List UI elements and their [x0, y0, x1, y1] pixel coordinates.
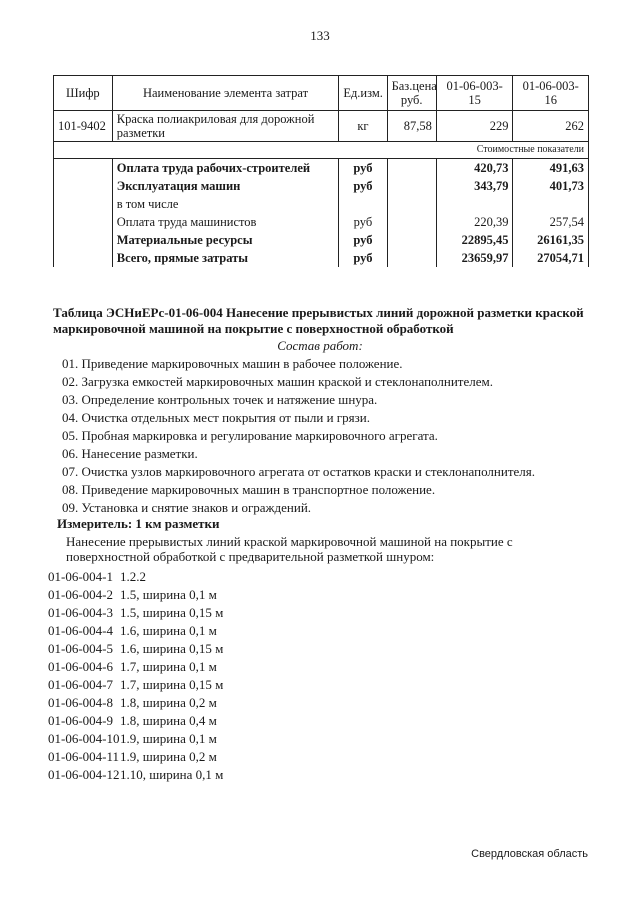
- summary-v1: 22895,45: [436, 231, 513, 249]
- summary-row: [54, 195, 589, 213]
- code-item: [48, 658, 223, 676]
- summary-v2: 401,73: [513, 177, 589, 195]
- item-name: Краска полиакриловая для дорожной разметки: [112, 111, 339, 142]
- code-item: [48, 676, 223, 694]
- work-heading: Состав работ:: [277, 338, 363, 353]
- cost-caption-row: [54, 142, 589, 159]
- code-number: 01-06-004-7: [48, 677, 113, 692]
- header-unit: Ед.изм.: [339, 76, 387, 111]
- code-item: [48, 748, 223, 766]
- header-name: Наименование элемента затрат: [112, 76, 339, 111]
- summary-row: [54, 159, 589, 178]
- code-number: 01-06-004-11: [48, 749, 120, 764]
- summary-row: [54, 249, 589, 267]
- code-item: [48, 604, 223, 622]
- header-code: Шифр: [54, 76, 113, 111]
- summary-v2: [513, 195, 589, 213]
- work-step: 03. Определение контрольных точек и натяжение шнура.: [62, 392, 378, 407]
- item-unit: кг: [339, 111, 387, 142]
- item-price: 87,58: [387, 111, 436, 142]
- header-col1: 01-06-003-15: [436, 76, 513, 111]
- summary-name: Материальные ресурсы: [112, 231, 339, 249]
- summary-price-cell: [387, 195, 436, 213]
- item-v2: 262: [513, 111, 589, 142]
- summary-v1: 420,73: [436, 159, 513, 178]
- summary-unit: [339, 195, 387, 213]
- cost-table: [53, 75, 589, 267]
- summary-v1: [436, 195, 513, 213]
- code-text: 1.5, ширина 0,1 м: [120, 587, 217, 602]
- header-price: Баз.цена руб.: [387, 76, 436, 111]
- cost-caption: Стоимостные показатели: [54, 142, 589, 159]
- code-text: 1.8, ширина 0,4 м: [120, 713, 217, 728]
- summary-v1: 343,79: [436, 177, 513, 195]
- summary-name: Всего, прямые затраты: [112, 249, 339, 267]
- summary-code-cell: [54, 159, 113, 178]
- code-text: 1.10, ширина 0,1 м: [120, 767, 224, 782]
- code-number: 01-06-004-1: [48, 569, 113, 584]
- summary-price-cell: [387, 249, 436, 267]
- item-code: 101-9402: [54, 111, 113, 142]
- work-steps-list: [62, 355, 535, 517]
- summary-v2: 257,54: [513, 213, 589, 231]
- summary-code-cell: [54, 213, 113, 231]
- work-step: 05. Пробная маркировка и регулирование маркировочного агрегата.: [62, 428, 438, 443]
- code-text: 1.7, ширина 0,1 м: [120, 659, 217, 674]
- summary-name: Эксплуатация машин: [112, 177, 339, 195]
- summary-code-cell: [54, 195, 113, 213]
- code-number: 01-06-004-2: [48, 587, 113, 602]
- code-item: [48, 694, 223, 712]
- summary-row: [54, 177, 589, 195]
- summary-v2: 491,63: [513, 159, 589, 178]
- summary-price-cell: [387, 231, 436, 249]
- code-text: 1.7, ширина 0,15 м: [120, 677, 224, 692]
- work-step: 06. Нанесение разметки.: [62, 446, 198, 461]
- code-number: 01-06-004-8: [48, 695, 113, 710]
- summary-row: [54, 213, 589, 231]
- summary-name: Оплата труда рабочих-строителей: [112, 159, 339, 178]
- section-title: Таблица ЭСНиЕРс-01-06-004 Нанесение прерывистых линий дорожной разметки краской маркировочной машиной на покрытие с поверхностной обработкой: [53, 305, 584, 336]
- footer-region: Свердловская область: [471, 848, 588, 860]
- code-text: 1.9, ширина 0,2 м: [120, 749, 217, 764]
- summary-unit: руб: [339, 213, 387, 231]
- code-item: [48, 622, 223, 640]
- code-number: 01-06-004-10: [48, 731, 120, 746]
- code-text: 1.5, ширина 0,15 м: [120, 605, 224, 620]
- summary-v1: 23659,97: [436, 249, 513, 267]
- code-text: 1.6, ширина 0,15 м: [120, 641, 224, 656]
- code-text: 1.2.2: [120, 569, 146, 584]
- summary-row: [54, 231, 589, 249]
- code-item: [48, 640, 223, 658]
- code-text: 1.6, ширина 0,1 м: [120, 623, 217, 638]
- work-step: 04. Очистка отдельных мест покрытия от пыли и грязи.: [62, 410, 370, 425]
- code-item: [48, 766, 223, 784]
- summary-v2: 26161,35: [513, 231, 589, 249]
- work-step: 07. Очистка узлов маркировочного агрегата от остатков краски и стеклонаполнителя.: [62, 464, 536, 479]
- table-row-item: [54, 111, 589, 142]
- code-item: [48, 730, 223, 748]
- code-number: 01-06-004-6: [48, 659, 113, 674]
- summary-unit: руб: [339, 159, 387, 178]
- header-col2: 01-06-003-16: [513, 76, 589, 111]
- work-step: 02. Загрузка емкостей маркировочных машин краской и стеклонаполнителем.: [62, 374, 493, 389]
- code-number: 01-06-004-5: [48, 641, 113, 656]
- code-text: 1.8, ширина 0,2 м: [120, 695, 217, 710]
- code-text: 1.9, ширина 0,1 м: [120, 731, 217, 746]
- summary-code-cell: [54, 231, 113, 249]
- work-step: 08. Приведение маркировочных машин в транспортное положение.: [62, 482, 436, 497]
- summary-v1: 220,39: [436, 213, 513, 231]
- code-item: [48, 568, 223, 586]
- summary-unit: руб: [339, 177, 387, 195]
- item-v1: 229: [436, 111, 513, 142]
- code-number: 01-06-004-9: [48, 713, 113, 728]
- summary-code-cell: [54, 249, 113, 267]
- summary-v2: 27054,71: [513, 249, 589, 267]
- summary-price-cell: [387, 177, 436, 195]
- summary-unit: руб: [339, 231, 387, 249]
- measure-line: Измеритель: 1 км разметки: [57, 516, 220, 531]
- summary-code-cell: [54, 177, 113, 195]
- code-number: 01-06-004-3: [48, 605, 113, 620]
- summary-name: Оплата труда машинистов: [112, 213, 339, 231]
- code-item: [48, 586, 223, 604]
- work-step: 01. Приведение маркировочных машин в рабочее положение.: [62, 356, 403, 371]
- page-number: 133: [310, 28, 330, 43]
- summary-name: в том числе: [112, 195, 339, 213]
- summary-price-cell: [387, 159, 436, 178]
- code-list: [48, 568, 223, 784]
- code-item: [48, 712, 223, 730]
- table-header-row: [54, 76, 589, 111]
- work-step: 09. Установка и снятие знаков и ограждений.: [62, 500, 312, 515]
- code-number: 01-06-004-12: [48, 767, 120, 782]
- description: Нанесение прерывистых линий краской маркировочной машиной на покрытие с поверхностной обработкой с предварительной разметкой шнуром:: [66, 534, 513, 564]
- code-number: 01-06-004-4: [48, 623, 113, 638]
- summary-unit: руб: [339, 249, 387, 267]
- summary-price-cell: [387, 213, 436, 231]
